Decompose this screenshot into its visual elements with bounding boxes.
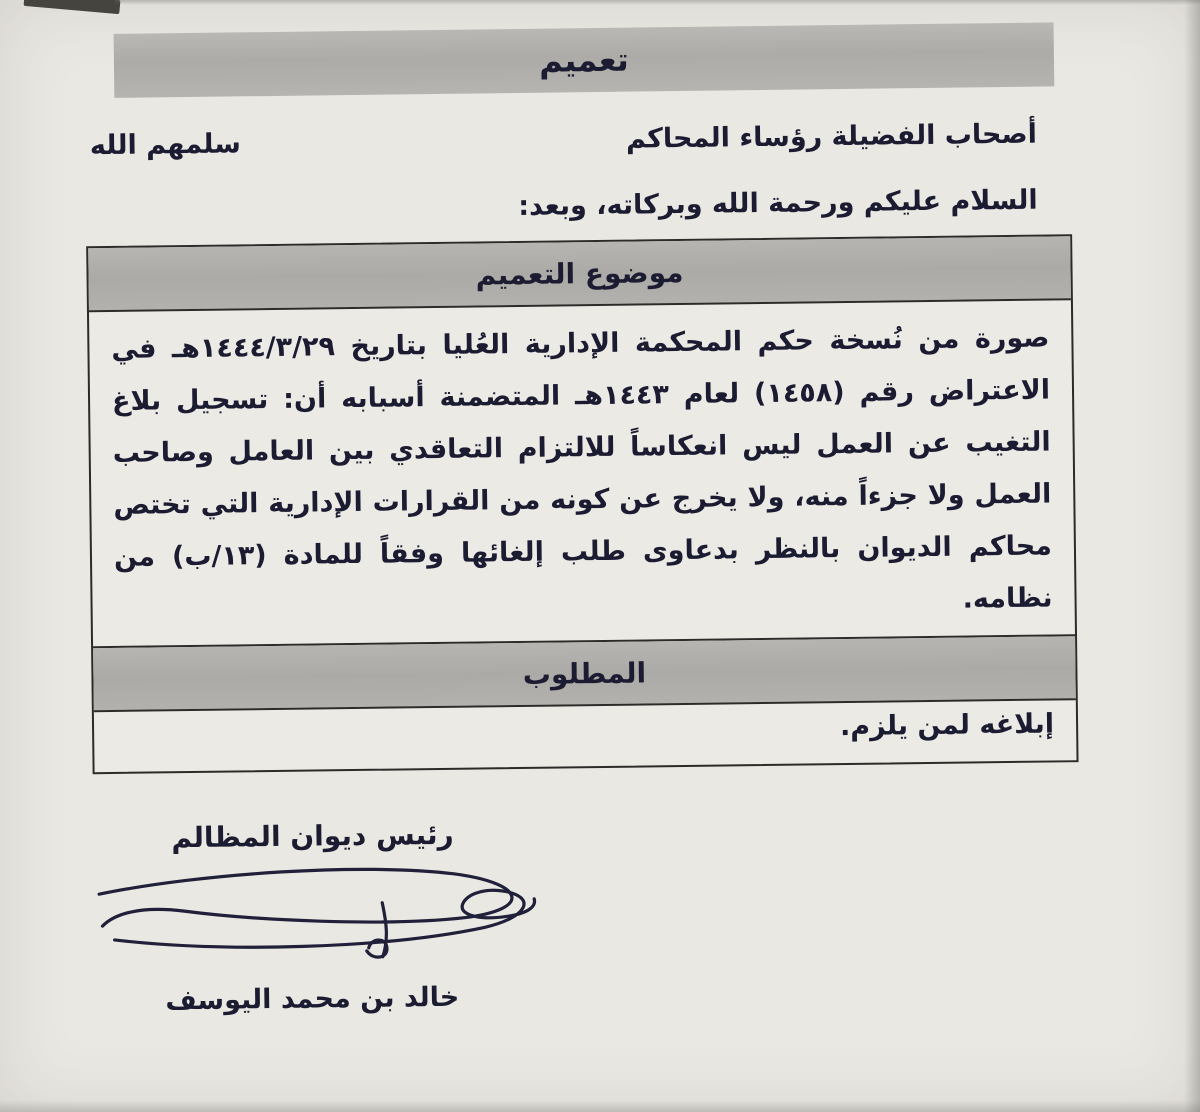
subject-header-label: موضوع التعميم bbox=[475, 255, 684, 291]
addressee-row bbox=[90, 119, 1037, 162]
scan-edge-right bbox=[1184, 0, 1200, 1112]
required-header-label: المطلوب bbox=[522, 655, 647, 691]
circular-table bbox=[86, 234, 1078, 774]
scan-edge-top bbox=[115, 0, 1200, 5]
signature-handwriting-icon bbox=[84, 851, 545, 972]
signatory-name: خالد بن محمد اليوسف bbox=[165, 981, 460, 1017]
circular-title: تعميم bbox=[538, 40, 630, 80]
salutation-text: سلمهم الله bbox=[89, 128, 242, 162]
subject-body-text: صورة من نُسخة حكم المحكمة الإدارية العُليا بتاريخ ١٤٤٤/٣/٢٩هـ في الاعتراض رقم (١٤٥٨) لعام ١٤٤٣هـ المتضمنة أسبابه أن: تسجيل بلاغ التغيب عن العمل ليس انعكاساً للالتزام التعاقدي بين العامل وصاحب العمل ولا جزءاً منه، ولا يخرج عن كونه من القرارات الإدارية التي تختص محاكم الديوان بالنظر بدعاوى طلب إلغائها وفقاً للمادة (١٣/ب) من نظامه. bbox=[89, 300, 1075, 648]
signatory-title: رئيس ديوان المظالم bbox=[171, 817, 454, 855]
scan-edge-bottom bbox=[0, 1100, 1200, 1112]
required-header-row bbox=[93, 636, 1076, 712]
required-body-text: إبلاغه لمن يلزم. bbox=[839, 708, 1055, 743]
addressee-text: أصحاب الفضيلة رؤساء المحاكم bbox=[625, 118, 1038, 155]
circular-title-bar bbox=[114, 22, 1055, 97]
greeting-text: السلام عليكم ورحمة الله وبركاته، وبعد: bbox=[518, 184, 1038, 222]
subject-header-row bbox=[88, 236, 1071, 312]
